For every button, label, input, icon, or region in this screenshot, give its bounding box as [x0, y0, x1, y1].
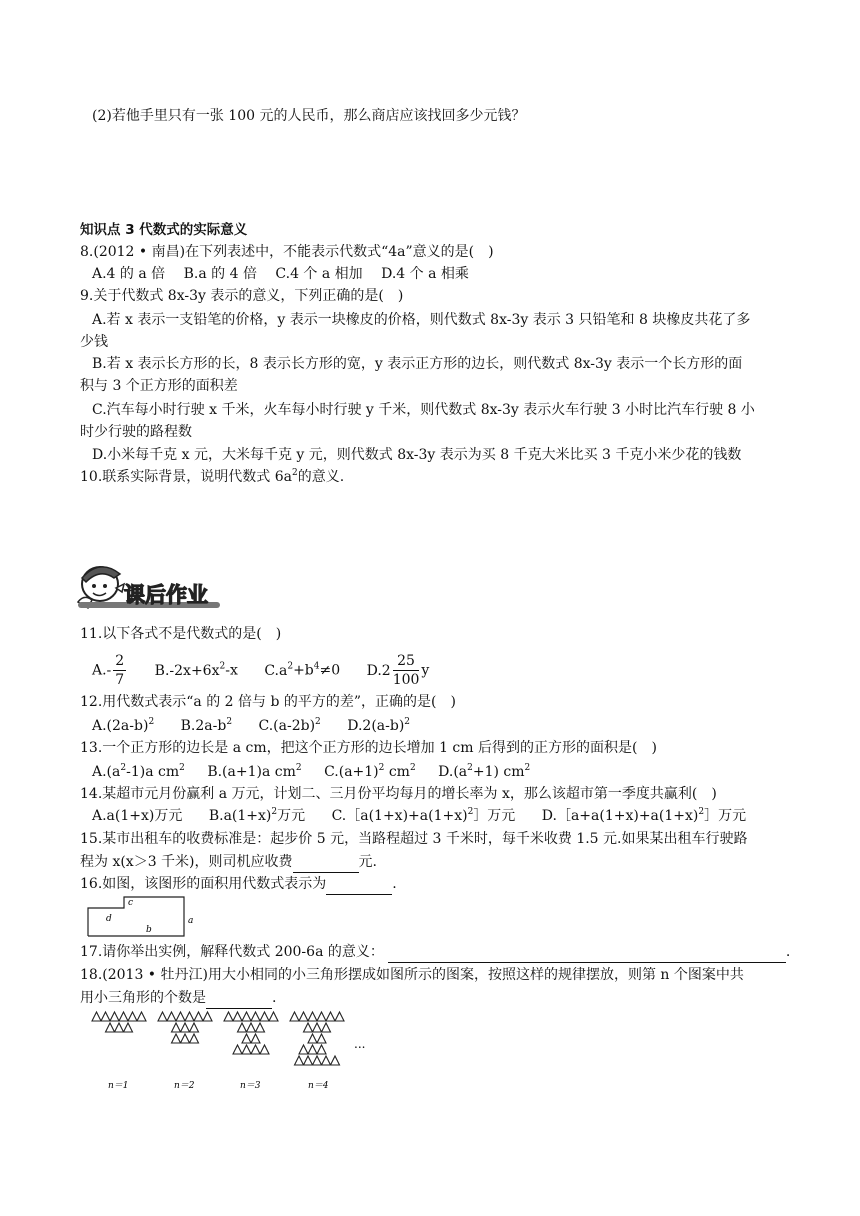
- small-triangle: [119, 1012, 128, 1021]
- label-n4: n＝4: [308, 1081, 329, 1091]
- q9-option-d: D.小米每千克 x 元，大米每千克 y 元，则代数式 8x-3y 表示为买 8 千克大米比买 3 千克小米少花的钱数: [92, 447, 742, 463]
- small-triangle: [269, 1012, 278, 1021]
- q14-stem: 14.某超市元月份赢利 a 万元，计划二、三月份平均每月的增长率为 x，那么该超市第一季度共赢利( ): [80, 786, 717, 802]
- small-triangle: [313, 1056, 322, 1065]
- answer-blank: [293, 852, 359, 873]
- small-triangle: [224, 1012, 233, 1021]
- label-a: a: [188, 916, 194, 926]
- small-triangle: [115, 1023, 124, 1032]
- q9-option-c-cont: 时少行驶的路程数: [80, 424, 192, 440]
- fraction-2-7: $\frac{2}{7}$: [115, 653, 125, 688]
- small-triangle: [322, 1023, 331, 1032]
- label-n3: n＝3: [240, 1081, 261, 1091]
- q17: 17.请你举出实例，解释代数式 200-6a 的意义： .: [80, 942, 790, 963]
- small-triangle: [238, 1023, 247, 1032]
- label-c: c: [128, 898, 134, 908]
- small-triangle: [242, 1012, 251, 1021]
- small-triangle: [190, 1034, 199, 1043]
- small-triangle: [295, 1056, 304, 1065]
- label-n2: n＝2: [174, 1081, 195, 1091]
- q13-options: $A.(a^2-1)a$ $cm^2$ B.(a+1)a $cm^2$ $C.(a+1)^2$ $cm^2$ $D.(a^2+1)$ $cm^2$: [92, 763, 531, 780]
- small-triangle: [172, 1034, 181, 1043]
- small-triangle: [185, 1012, 194, 1021]
- small-triangle: [158, 1012, 167, 1021]
- label-n1: n＝1: [108, 1081, 129, 1091]
- small-triangle: [190, 1023, 199, 1032]
- q16-figure: [86, 894, 198, 938]
- small-triangle: [176, 1012, 185, 1021]
- small-triangle: [260, 1045, 269, 1054]
- small-triangle: [242, 1045, 251, 1054]
- small-triangle: [233, 1045, 242, 1054]
- small-triangle: [335, 1012, 344, 1021]
- q9-option-b-cont: 积与 3 个正方形的面积差: [80, 378, 238, 394]
- small-triangle: [110, 1012, 119, 1021]
- small-triangle: [137, 1012, 146, 1021]
- small-triangle: [251, 1045, 260, 1054]
- small-triangle: [326, 1012, 335, 1021]
- small-triangle: [124, 1023, 133, 1032]
- q10: 10.联系实际背景，说明代数式 $6a^2$的意义.: [80, 468, 345, 485]
- q7-part2: (2)若他手里只有一张 100 元的人民币，那么商店应该找回多少元钱？: [92, 108, 526, 124]
- q8-options: A.4 的 a 倍 B.a 的 4 倍 C.4 个 a 相加 D.4 个 a 相乘: [92, 266, 469, 282]
- q18-line2: 用小三角形的个数是 .: [80, 988, 276, 1009]
- q9-option-c: C.汽车每小时行驶 x 千米，火车每小时行驶 y 千米，则代数式 8x-3y 表示火车行驶 3 小时比汽车行驶 8 小: [92, 402, 755, 418]
- q9-stem: 9.关于代数式 8x-3y 表示的意义，下列正确的是( ): [80, 288, 404, 304]
- q13-stem: 13.一个正方形的边长是 a cm，把这个正方形的边长增加 1 cm 后得到的正方形的面积是( ): [80, 740, 657, 756]
- small-triangle: [304, 1023, 313, 1032]
- triangle-pattern-figure: [90, 1010, 380, 1092]
- q9-option-a-cont: 少钱: [80, 334, 108, 350]
- small-triangle: [313, 1023, 322, 1032]
- small-triangle: [251, 1034, 260, 1043]
- q18-line1: 18.(2013 • 牡丹江)用大小相同的小三角形摆成如图所示的图案，按照这样的规律摆放，则第 n 个图案中共: [80, 967, 744, 983]
- small-triangle: [290, 1012, 299, 1021]
- small-triangle: [181, 1034, 190, 1043]
- q16: 16.如图，该图形的面积用代数式表示为 .: [80, 874, 397, 895]
- homework-banner: [74, 558, 224, 612]
- small-triangle: [299, 1012, 308, 1021]
- q9-option-b: B.若 x 表示长方形的长，8 表示长方形的宽，y 表示正方形的边长，则代数式 8x-3y 表示一个长方形的面: [92, 356, 743, 372]
- small-triangle: [92, 1012, 101, 1021]
- small-triangle: [317, 1012, 326, 1021]
- small-triangle: [331, 1056, 340, 1065]
- q15-line2: 程为 x(x＞3 千米)，则司机应收费 元.: [80, 852, 377, 873]
- small-triangle: [256, 1023, 265, 1032]
- small-triangle: [317, 1045, 326, 1054]
- answer-blank: [326, 874, 392, 895]
- banner-text: 课后作业: [124, 583, 208, 607]
- answer-blank: [388, 942, 786, 963]
- small-triangle: [247, 1023, 256, 1032]
- q12-stem: 12.用代数式表示“a 的 2 倍与 b 的平方的差”，正确的是( ): [80, 694, 456, 710]
- answer-blank: [206, 988, 272, 1009]
- small-triangle: [260, 1012, 269, 1021]
- q9-option-a: A.若 x 表示一支铅笔的价格，y 表示一块橡皮的价格，则代数式 8x-3y 表示 3 只铅笔和 8 块橡皮共花了多: [92, 312, 751, 328]
- small-triangle: [322, 1056, 331, 1065]
- label-b: b: [146, 925, 152, 935]
- ellipsis: ...: [354, 1037, 366, 1051]
- fraction-25-100: $\frac{25}{100}$: [392, 653, 420, 688]
- q14-options: A.a(1+x)万元 $B.a(1+x)^2$万元 $C.[a(1+x)+a(1+x)^2]$万元 $D.[a+a(1+x)+a(1+x)^2]$万元: [92, 807, 747, 824]
- section-title: 知识点 3 代数式的实际意义: [80, 222, 248, 238]
- small-triangle: [194, 1012, 203, 1021]
- label-d: d: [106, 914, 112, 924]
- small-triangle: [167, 1012, 176, 1021]
- small-triangle: [106, 1023, 115, 1032]
- small-triangle: [299, 1045, 308, 1054]
- small-triangle: [304, 1056, 313, 1065]
- q11-stem: 11.以下各式不是代数式的是( ): [80, 626, 282, 642]
- q11-options: A.- $\frac{2}{7}$ $B.-2x+6x^2-x$ $C.a^2+b^4\ne 0$ D.2 $\frac{25}{100}$ y: [92, 653, 430, 688]
- small-triangle: [203, 1012, 212, 1021]
- q12-options: $A.(2a-b)^2$ $B.2a-b^2$ $C.(a-2b)^2$ $D.2(a-b)^2$: [92, 717, 411, 734]
- small-triangle: [181, 1023, 190, 1032]
- small-triangle: [128, 1012, 137, 1021]
- small-triangle: [308, 1012, 317, 1021]
- small-triangle: [101, 1012, 110, 1021]
- small-triangle: [317, 1034, 326, 1043]
- small-triangle: [308, 1034, 317, 1043]
- small-triangle: [251, 1012, 260, 1021]
- small-triangle: [308, 1045, 317, 1054]
- small-triangle: [233, 1012, 242, 1021]
- small-triangle: [242, 1034, 251, 1043]
- q15-line1: 15.某市出租车的收费标准是：起步价 5 元，当路程超过 3 千米时，每千米收费 1.5 元.如果某出租车行驶路: [80, 831, 748, 847]
- q8-stem: 8.(2012 • 南昌)在下列表述中，不能表示代数式“4a”意义的是( ): [80, 244, 494, 260]
- small-triangle: [172, 1023, 181, 1032]
